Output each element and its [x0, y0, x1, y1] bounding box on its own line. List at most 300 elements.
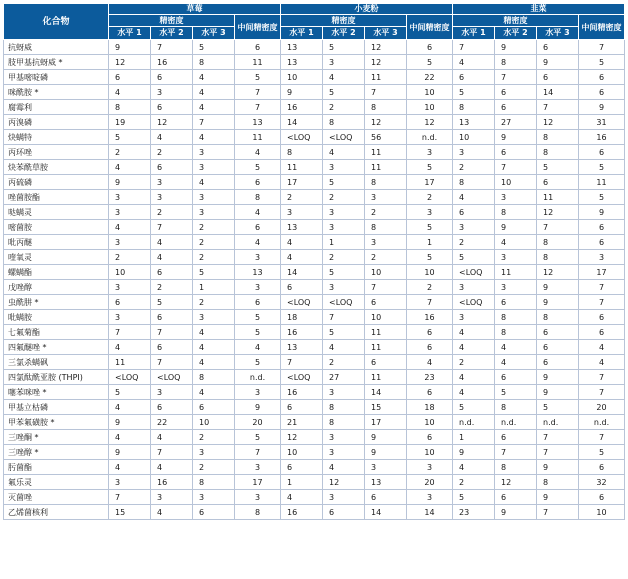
- value-cell: 7: [579, 430, 625, 445]
- value-cell: 12: [537, 115, 579, 130]
- table-row: [4, 40, 625, 55]
- table-row: [4, 325, 625, 340]
- value-cell: 3: [193, 160, 235, 175]
- table-row: [4, 340, 625, 355]
- value-cell: 6: [151, 265, 193, 280]
- value-cell: 2: [151, 205, 193, 220]
- value-cell: 19: [109, 115, 151, 130]
- value-cell: 8: [495, 55, 537, 70]
- table-row: [4, 205, 625, 220]
- value-cell: 6: [151, 70, 193, 85]
- value-cell: 15: [365, 400, 407, 415]
- value-cell: 3: [365, 190, 407, 205]
- value-cell: 14: [407, 505, 453, 520]
- value-cell: 5: [323, 265, 365, 280]
- value-cell: 6: [235, 220, 281, 235]
- value-cell: 6: [579, 70, 625, 85]
- group-header-wheat-flour: 小麦粉: [281, 4, 453, 15]
- value-cell: 3: [193, 205, 235, 220]
- value-cell: 1: [323, 235, 365, 250]
- value-cell: 3: [495, 250, 537, 265]
- table-row: [4, 505, 625, 520]
- compound-name-cell: 虫酰肼 *: [4, 295, 109, 310]
- value-cell: 20: [579, 400, 625, 415]
- value-cell: 13: [365, 475, 407, 490]
- value-cell: 4: [109, 340, 151, 355]
- value-cell: 3: [109, 190, 151, 205]
- compound-name-cell: 肢甲基抗蚜威 *: [4, 55, 109, 70]
- value-cell: 4: [281, 235, 323, 250]
- value-cell: 17: [407, 175, 453, 190]
- precision-header: 精密度: [109, 15, 235, 27]
- compound-name-cell: 肟菌酯: [4, 460, 109, 475]
- value-cell: 9: [537, 385, 579, 400]
- value-cell: 3: [365, 460, 407, 475]
- value-cell: 2: [151, 280, 193, 295]
- value-cell: 8: [365, 175, 407, 190]
- compound-name-cell: 丙硫磷: [4, 175, 109, 190]
- value-cell: 12: [151, 115, 193, 130]
- value-cell: 7: [281, 355, 323, 370]
- value-cell: 6: [407, 40, 453, 55]
- value-cell: 4: [235, 205, 281, 220]
- value-cell: 4: [453, 55, 495, 70]
- table-row: [4, 235, 625, 250]
- value-cell: 2: [365, 205, 407, 220]
- table-row: [4, 250, 625, 265]
- value-cell: 6: [151, 340, 193, 355]
- value-cell: 3: [323, 205, 365, 220]
- value-cell: 7: [579, 40, 625, 55]
- value-cell: 3: [453, 280, 495, 295]
- value-cell: 5: [537, 400, 579, 415]
- value-cell: 27: [495, 115, 537, 130]
- value-cell: <LOQ: [453, 265, 495, 280]
- value-cell: 6: [537, 175, 579, 190]
- value-cell: <LOQ: [281, 295, 323, 310]
- value-cell: 9: [109, 40, 151, 55]
- value-cell: 11: [495, 265, 537, 280]
- value-cell: 4: [281, 490, 323, 505]
- compound-name-cell: 乙烯菌核利: [4, 505, 109, 520]
- value-cell: n.d.: [495, 415, 537, 430]
- value-cell: 8: [495, 325, 537, 340]
- value-cell: 4: [453, 370, 495, 385]
- value-cell: 6: [365, 295, 407, 310]
- value-cell: 7: [151, 40, 193, 55]
- value-cell: 6: [193, 400, 235, 415]
- value-cell: 6: [281, 400, 323, 415]
- value-cell: 7: [579, 280, 625, 295]
- value-cell: 4: [109, 460, 151, 475]
- value-cell: 7: [235, 445, 281, 460]
- compound-name-cell: 甲基立枯磷: [4, 400, 109, 415]
- value-cell: 8: [235, 190, 281, 205]
- value-cell: 16: [281, 100, 323, 115]
- value-cell: 5: [579, 55, 625, 70]
- value-cell: 8: [365, 100, 407, 115]
- value-cell: 14: [365, 385, 407, 400]
- value-cell: 6: [537, 355, 579, 370]
- value-cell: 4: [151, 505, 193, 520]
- value-cell: 9: [495, 130, 537, 145]
- table-row: [4, 415, 625, 430]
- value-cell: 3: [323, 160, 365, 175]
- table-body: [4, 40, 625, 520]
- compound-name-cell: 四氯酞酰亚胺 (THPI): [4, 370, 109, 385]
- value-cell: 27: [323, 370, 365, 385]
- value-cell: 3: [453, 145, 495, 160]
- value-cell: 7: [365, 85, 407, 100]
- value-cell: 21: [281, 415, 323, 430]
- value-cell: 6: [579, 325, 625, 340]
- value-cell: <LOQ: [109, 370, 151, 385]
- value-cell: 3: [495, 280, 537, 295]
- value-cell: <LOQ: [281, 130, 323, 145]
- value-cell: 2: [365, 250, 407, 265]
- value-cell: 6: [109, 295, 151, 310]
- value-cell: 5: [407, 160, 453, 175]
- value-cell: 3: [407, 490, 453, 505]
- compound-name-cell: 氟乐灵: [4, 475, 109, 490]
- value-cell: 9: [495, 40, 537, 55]
- value-cell: 3: [151, 175, 193, 190]
- compound-name-cell: 吡螨胺: [4, 310, 109, 325]
- value-cell: 5: [323, 85, 365, 100]
- compound-name-cell: 炔苯酰草胺: [4, 160, 109, 175]
- value-cell: 7: [537, 100, 579, 115]
- value-cell: 8: [495, 460, 537, 475]
- value-cell: 3: [323, 220, 365, 235]
- value-cell: 2: [151, 145, 193, 160]
- value-cell: 9: [579, 100, 625, 115]
- value-cell: 2: [109, 250, 151, 265]
- value-cell: 3: [495, 190, 537, 205]
- value-cell: 7: [537, 220, 579, 235]
- value-cell: 12: [495, 475, 537, 490]
- value-cell: 16: [151, 475, 193, 490]
- table-row: [4, 370, 625, 385]
- value-cell: 6: [151, 310, 193, 325]
- value-cell: 4: [579, 355, 625, 370]
- value-cell: 7: [537, 445, 579, 460]
- value-cell: 6: [151, 400, 193, 415]
- value-cell: 6: [323, 505, 365, 520]
- value-cell: 11: [235, 55, 281, 70]
- value-cell: 4: [323, 145, 365, 160]
- value-cell: 9: [537, 295, 579, 310]
- value-cell: 2: [323, 355, 365, 370]
- value-cell: 12: [407, 115, 453, 130]
- value-cell: 15: [109, 505, 151, 520]
- value-cell: 3: [323, 385, 365, 400]
- value-cell: 7: [151, 325, 193, 340]
- value-cell: 5: [151, 295, 193, 310]
- value-cell: 7: [109, 490, 151, 505]
- value-cell: 8: [193, 55, 235, 70]
- value-cell: 8: [193, 370, 235, 385]
- value-cell: 6: [193, 505, 235, 520]
- value-cell: 16: [579, 130, 625, 145]
- value-cell: 4: [453, 460, 495, 475]
- value-cell: 4: [151, 460, 193, 475]
- value-cell: 8: [495, 310, 537, 325]
- value-cell: <LOQ: [323, 130, 365, 145]
- value-cell: 5: [323, 175, 365, 190]
- value-cell: 2: [281, 190, 323, 205]
- value-cell: 3: [323, 55, 365, 70]
- value-cell: 9: [537, 280, 579, 295]
- intermediate-precision-header: 中间精密度: [579, 15, 625, 40]
- value-cell: 56: [365, 130, 407, 145]
- value-cell: 5: [579, 445, 625, 460]
- value-cell: 5: [193, 265, 235, 280]
- compound-name-cell: 炔螨特: [4, 130, 109, 145]
- value-cell: 31: [579, 115, 625, 130]
- value-cell: 3: [407, 460, 453, 475]
- value-cell: 11: [579, 175, 625, 190]
- value-cell: 6: [495, 145, 537, 160]
- value-cell: 3: [407, 145, 453, 160]
- value-cell: 3: [235, 385, 281, 400]
- value-cell: 3: [323, 430, 365, 445]
- level-header: 水平 3: [193, 27, 235, 40]
- value-cell: 4: [495, 340, 537, 355]
- table-row: [4, 190, 625, 205]
- value-cell: 3: [193, 490, 235, 505]
- value-cell: 16: [281, 385, 323, 400]
- value-cell: 10: [407, 85, 453, 100]
- compound-name-cell: 灭菌唑: [4, 490, 109, 505]
- value-cell: 12: [365, 55, 407, 70]
- value-cell: 6: [109, 70, 151, 85]
- compound-name-cell: 三氯杀螨砜: [4, 355, 109, 370]
- table-row: [4, 100, 625, 115]
- value-cell: n.d.: [537, 415, 579, 430]
- value-cell: 4: [193, 340, 235, 355]
- value-cell: 6: [495, 85, 537, 100]
- value-cell: 7: [453, 40, 495, 55]
- value-cell: <LOQ: [323, 295, 365, 310]
- value-cell: 6: [579, 145, 625, 160]
- value-cell: 3: [193, 190, 235, 205]
- value-cell: 7: [407, 295, 453, 310]
- value-cell: 5: [235, 355, 281, 370]
- value-cell: 5: [235, 160, 281, 175]
- intermediate-precision-header: 中间精密度: [235, 15, 281, 40]
- value-cell: 6: [495, 370, 537, 385]
- value-cell: 2: [453, 355, 495, 370]
- value-cell: 17: [235, 475, 281, 490]
- value-cell: 23: [453, 505, 495, 520]
- value-cell: 9: [281, 85, 323, 100]
- value-cell: 8: [109, 100, 151, 115]
- value-cell: 6: [407, 385, 453, 400]
- value-cell: 4: [193, 70, 235, 85]
- value-cell: 5: [109, 130, 151, 145]
- value-cell: 4: [495, 235, 537, 250]
- value-cell: 9: [537, 460, 579, 475]
- value-cell: 2: [193, 295, 235, 310]
- value-cell: 3: [323, 445, 365, 460]
- value-cell: 6: [579, 220, 625, 235]
- value-cell: 4: [453, 190, 495, 205]
- value-cell: 3: [151, 190, 193, 205]
- table-row: [4, 490, 625, 505]
- value-cell: 10: [579, 505, 625, 520]
- value-cell: 7: [109, 325, 151, 340]
- value-cell: 4: [453, 325, 495, 340]
- compound-name-cell: 四氟醚唑 *: [4, 340, 109, 355]
- value-cell: 10: [365, 265, 407, 280]
- value-cell: 4: [579, 340, 625, 355]
- value-cell: 7: [235, 100, 281, 115]
- value-cell: 8: [323, 400, 365, 415]
- value-cell: n.d.: [453, 415, 495, 430]
- value-cell: 6: [235, 175, 281, 190]
- value-cell: 11: [365, 325, 407, 340]
- value-cell: 6: [537, 325, 579, 340]
- value-cell: 7: [323, 310, 365, 325]
- value-cell: 8: [235, 505, 281, 520]
- value-cell: 22: [407, 70, 453, 85]
- value-cell: 3: [151, 490, 193, 505]
- value-cell: 8: [323, 115, 365, 130]
- value-cell: 3: [109, 235, 151, 250]
- value-cell: 13: [235, 265, 281, 280]
- value-cell: 12: [109, 55, 151, 70]
- value-cell: 9: [453, 445, 495, 460]
- value-cell: 2: [193, 220, 235, 235]
- value-cell: 4: [151, 250, 193, 265]
- table-row: [4, 295, 625, 310]
- value-cell: 16: [281, 505, 323, 520]
- value-cell: 8: [537, 145, 579, 160]
- value-cell: 6: [537, 40, 579, 55]
- value-cell: 13: [281, 55, 323, 70]
- value-cell: 1: [453, 430, 495, 445]
- value-cell: 5: [453, 250, 495, 265]
- value-cell: 2: [193, 460, 235, 475]
- value-cell: 5: [453, 490, 495, 505]
- table-row: [4, 265, 625, 280]
- value-cell: 2: [407, 280, 453, 295]
- value-cell: 13: [281, 340, 323, 355]
- value-cell: 2: [453, 160, 495, 175]
- value-cell: 3: [151, 385, 193, 400]
- value-cell: 6: [281, 460, 323, 475]
- value-cell: 16: [151, 55, 193, 70]
- value-cell: 12: [281, 430, 323, 445]
- table-row: [4, 475, 625, 490]
- value-cell: 7: [495, 160, 537, 175]
- value-cell: 22: [151, 415, 193, 430]
- value-cell: 7: [151, 355, 193, 370]
- value-cell: 3: [365, 235, 407, 250]
- value-cell: 10: [365, 310, 407, 325]
- compound-name-cell: 丙溴磷: [4, 115, 109, 130]
- value-cell: 3: [281, 205, 323, 220]
- group-header-strawberry: 草莓: [109, 4, 281, 15]
- value-cell: 13: [281, 40, 323, 55]
- precision-header: 精密度: [281, 15, 407, 27]
- value-cell: 12: [365, 40, 407, 55]
- precision-table: [3, 3, 625, 520]
- precision-header: 精密度: [453, 15, 579, 27]
- table-row: [4, 55, 625, 70]
- value-cell: 4: [235, 235, 281, 250]
- value-cell: 32: [579, 475, 625, 490]
- value-cell: 5: [323, 40, 365, 55]
- value-cell: 6: [495, 430, 537, 445]
- value-cell: 3: [235, 490, 281, 505]
- value-cell: 7: [537, 505, 579, 520]
- value-cell: 6: [453, 70, 495, 85]
- value-cell: 5: [579, 190, 625, 205]
- value-cell: 8: [193, 475, 235, 490]
- value-cell: 23: [407, 370, 453, 385]
- value-cell: 6: [453, 205, 495, 220]
- compound-name-cell: 抗蚜威: [4, 40, 109, 55]
- table-row: [4, 355, 625, 370]
- value-cell: 18: [281, 310, 323, 325]
- value-cell: 4: [407, 355, 453, 370]
- compound-name-cell: 七氟菊酯: [4, 325, 109, 340]
- value-cell: 3: [109, 205, 151, 220]
- value-cell: 3: [193, 145, 235, 160]
- value-cell: 7: [579, 385, 625, 400]
- table-row: [4, 115, 625, 130]
- value-cell: 16: [407, 310, 453, 325]
- value-cell: 6: [407, 325, 453, 340]
- value-cell: 4: [235, 145, 281, 160]
- value-cell: 10: [407, 265, 453, 280]
- value-cell: 9: [109, 445, 151, 460]
- value-cell: 8: [453, 175, 495, 190]
- table-row: [4, 460, 625, 475]
- value-cell: 3: [151, 85, 193, 100]
- value-cell: 11: [365, 340, 407, 355]
- compound-name-cell: 戊唑醇: [4, 280, 109, 295]
- value-cell: 7: [537, 430, 579, 445]
- value-cell: 6: [151, 160, 193, 175]
- value-cell: 7: [495, 445, 537, 460]
- value-cell: 7: [235, 85, 281, 100]
- value-cell: 3: [453, 310, 495, 325]
- value-cell: 5: [323, 325, 365, 340]
- value-cell: 9: [235, 400, 281, 415]
- compound-name-cell: 吡丙醚: [4, 235, 109, 250]
- value-cell: 2: [323, 190, 365, 205]
- value-cell: 5: [495, 385, 537, 400]
- value-cell: 3: [193, 310, 235, 325]
- table-row: [4, 280, 625, 295]
- value-cell: 4: [193, 325, 235, 340]
- value-cell: 8: [537, 235, 579, 250]
- table-row: [4, 175, 625, 190]
- value-cell: 6: [579, 310, 625, 325]
- value-cell: 11: [365, 145, 407, 160]
- value-cell: 2: [193, 250, 235, 265]
- value-cell: 4: [323, 70, 365, 85]
- compound-header: 化合物: [4, 4, 109, 40]
- value-cell: 3: [235, 460, 281, 475]
- value-cell: 11: [235, 130, 281, 145]
- value-cell: 8: [453, 100, 495, 115]
- compound-name-cell: 甲苯氟磺胺 *: [4, 415, 109, 430]
- value-cell: 6: [579, 490, 625, 505]
- value-cell: 9: [495, 220, 537, 235]
